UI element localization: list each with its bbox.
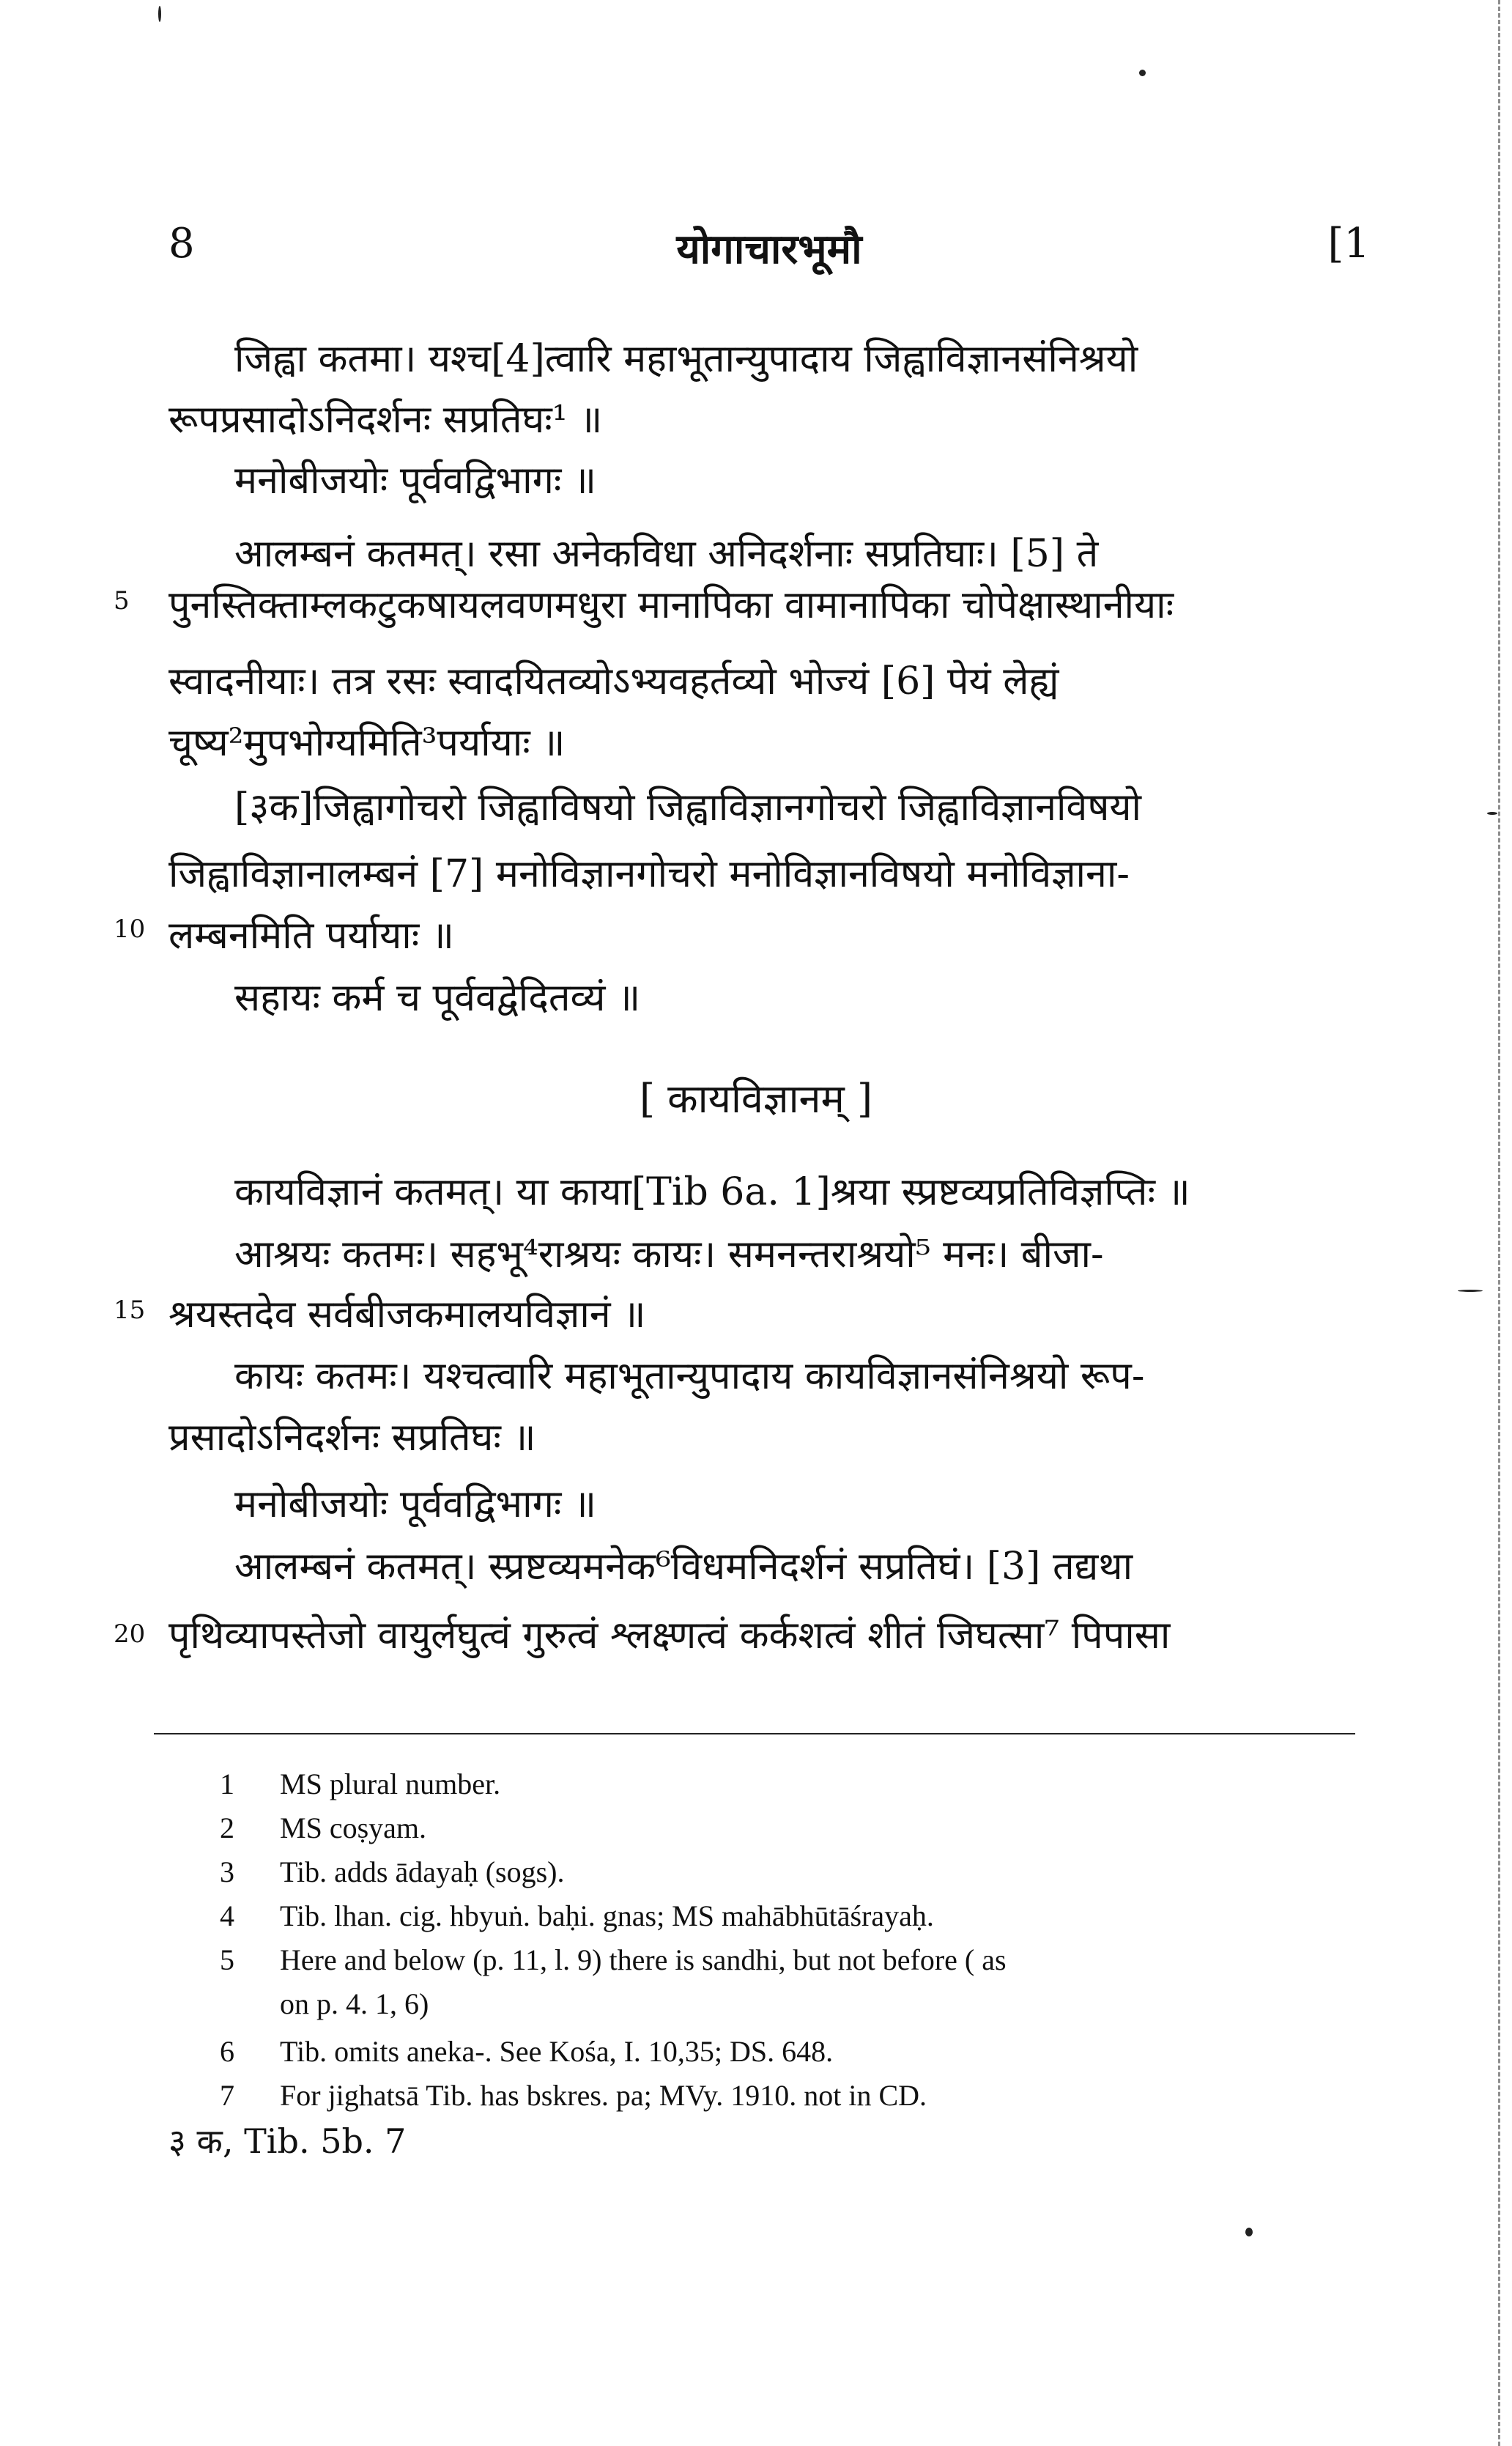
footnote-text: Tib. lhan. cig. hbyuṅ. baḥi. gnas; MS mahābhūtāśrayaḥ. bbox=[280, 1899, 934, 1932]
text-line: जिह्वाविज्ञानालम्बनं [7] मनोविज्ञानगोचरो मनोविज्ञानविषयो मनोविज्ञाना- bbox=[168, 852, 1130, 896]
page-number: 8 bbox=[168, 220, 195, 267]
text-line: पुनस्तिक्ताम्लकटुकषायलवणमधुरा मानापिका वामानापिका चोपेक्षास्थानीयाः bbox=[168, 583, 1174, 627]
text-line: जिह्वा कतमा। यश्च[4]त्वारि महाभूतान्युपादाय जिह्वाविज्ञानसंनिश्रयो bbox=[234, 337, 1138, 381]
footnote bbox=[220, 1938, 1363, 1982]
chapter-mark: [1 bbox=[1327, 220, 1370, 267]
footnote bbox=[220, 1894, 1363, 1938]
text-line: सहायः कर्म च पूर्ववद्वेदितव्यं ॥ bbox=[234, 976, 641, 1020]
section-heading: [ कायविज्ञानम् ] bbox=[639, 1076, 873, 1122]
text-line: रूपप्रसादोऽनिदर्शनः सप्रतिघः¹ ॥ bbox=[168, 398, 603, 442]
footnote-text: Tib. adds ādayaḥ (sogs). bbox=[280, 1855, 565, 1888]
footnote bbox=[220, 1806, 1363, 1850]
text-line: आलम्बनं कतमत्। स्प्रष्टव्यमनेक⁶विधमनिदर्शनं सप्रतिघं। [3] तद्यथा bbox=[234, 1545, 1133, 1589]
footnote-divider bbox=[154, 1733, 1355, 1734]
footnote bbox=[220, 2030, 1363, 2074]
line-number: 5 bbox=[114, 586, 130, 616]
scan-speck bbox=[1245, 2228, 1253, 2236]
running-header bbox=[168, 220, 1370, 278]
footnote bbox=[220, 2074, 1363, 2118]
text-line: आश्रयः कतमः। सहभू⁴राश्रयः कायः। समनन्तराश्रयो⁵ मनः। बीजा- bbox=[234, 1233, 1104, 1276]
footnote-text: For jighatsā Tib. has bskres. pa; MVy. 1910. not in CD. bbox=[280, 2079, 927, 2112]
text-line: मनोबीजयोः पूर्ववद्विभागः ॥ bbox=[234, 459, 597, 503]
line-number: 10 bbox=[114, 915, 146, 944]
folio-reference: ३ क, Tib. 5b. 7 bbox=[168, 2121, 407, 2161]
line-number: 15 bbox=[114, 1296, 146, 1325]
footnote-number: 4 bbox=[220, 1899, 234, 1932]
footnote-continuation: on p. 4. 1, 6) bbox=[280, 1987, 429, 2020]
text-line: मनोबीजयोः पूर्ववद्विभागः ॥ bbox=[234, 1482, 597, 1526]
footnote-number: 1 bbox=[220, 1767, 234, 1800]
text-line: प्रसादोऽनिदर्शनः सप्रतिघः ॥ bbox=[168, 1416, 536, 1460]
footnote-number: 7 bbox=[220, 2079, 234, 2112]
footnote-text: MS plural number. bbox=[280, 1767, 501, 1800]
footnote-text: Tib. omits aneka-. See Kośa, I. 10,35; DS. 648. bbox=[280, 2035, 834, 2068]
text-line: पृथिव्यापस्तेजो वायुर्लघुत्वं गुरुत्वं श्लक्ष्णत्वं कर्कशत्वं शीतं जिघत्सा⁷ पिपासा bbox=[168, 1614, 1171, 1658]
footnote-text: Here and below (p. 11, l. 9) there is sandhi, but not before ( as bbox=[280, 1943, 1007, 1976]
scan-speck bbox=[158, 6, 161, 22]
text-line: [३क]जिह्वागोचरो जिह्वाविषयो जिह्वाविज्ञानगोचरो जिह्वाविज्ञानविषयो bbox=[234, 786, 1142, 830]
scan-speck bbox=[1458, 1290, 1483, 1292]
text-line: लम्बनमिति पर्यायाः ॥ bbox=[168, 914, 454, 958]
text-line: कायविज्ञानं कतमत्। या काया[Tib 6a. 1]श्रया स्प्रष्टव्यप्रतिविज्ञप्तिः ॥ bbox=[234, 1170, 1190, 1214]
scan-speck bbox=[1139, 70, 1146, 76]
footnote-number: 5 bbox=[220, 1943, 234, 1976]
text-line: स्वादनीयाः। तत्र रसः स्वादयितव्योऽभ्यवहर्तव्यो भोज्यं [6] पेयं लेह्यं bbox=[168, 659, 1059, 703]
line-number: 20 bbox=[114, 1619, 146, 1649]
footnote bbox=[220, 1850, 1363, 1894]
text-line: आलम्बनं कतमत्। रसा अनेकविधा अनिदर्शनाः सप्रतिघाः। [5] ते bbox=[234, 532, 1099, 576]
text-line: चूष्य²मुपभोग्यमिति³पर्यायाः ॥ bbox=[168, 721, 566, 765]
footnote bbox=[220, 1762, 1363, 1806]
footnote-number: 2 bbox=[220, 1811, 234, 1844]
footnote-number: 3 bbox=[220, 1855, 234, 1888]
text-line: कायः कतमः। यश्चत्वारि महाभूतान्युपादाय कायविज्ञानसंनिश्रयो रूप- bbox=[234, 1354, 1145, 1398]
page-title: योगाचारभूमौ bbox=[676, 225, 862, 273]
text-line: श्रयस्तदेव सर्वबीजकमालयविज्ञानं ॥ bbox=[168, 1293, 646, 1337]
footnote-number: 6 bbox=[220, 2035, 234, 2068]
footnote-text: MS coṣyam. bbox=[280, 1811, 426, 1844]
scan-speck bbox=[1487, 812, 1497, 815]
scan-edge-border bbox=[1498, 0, 1505, 2446]
